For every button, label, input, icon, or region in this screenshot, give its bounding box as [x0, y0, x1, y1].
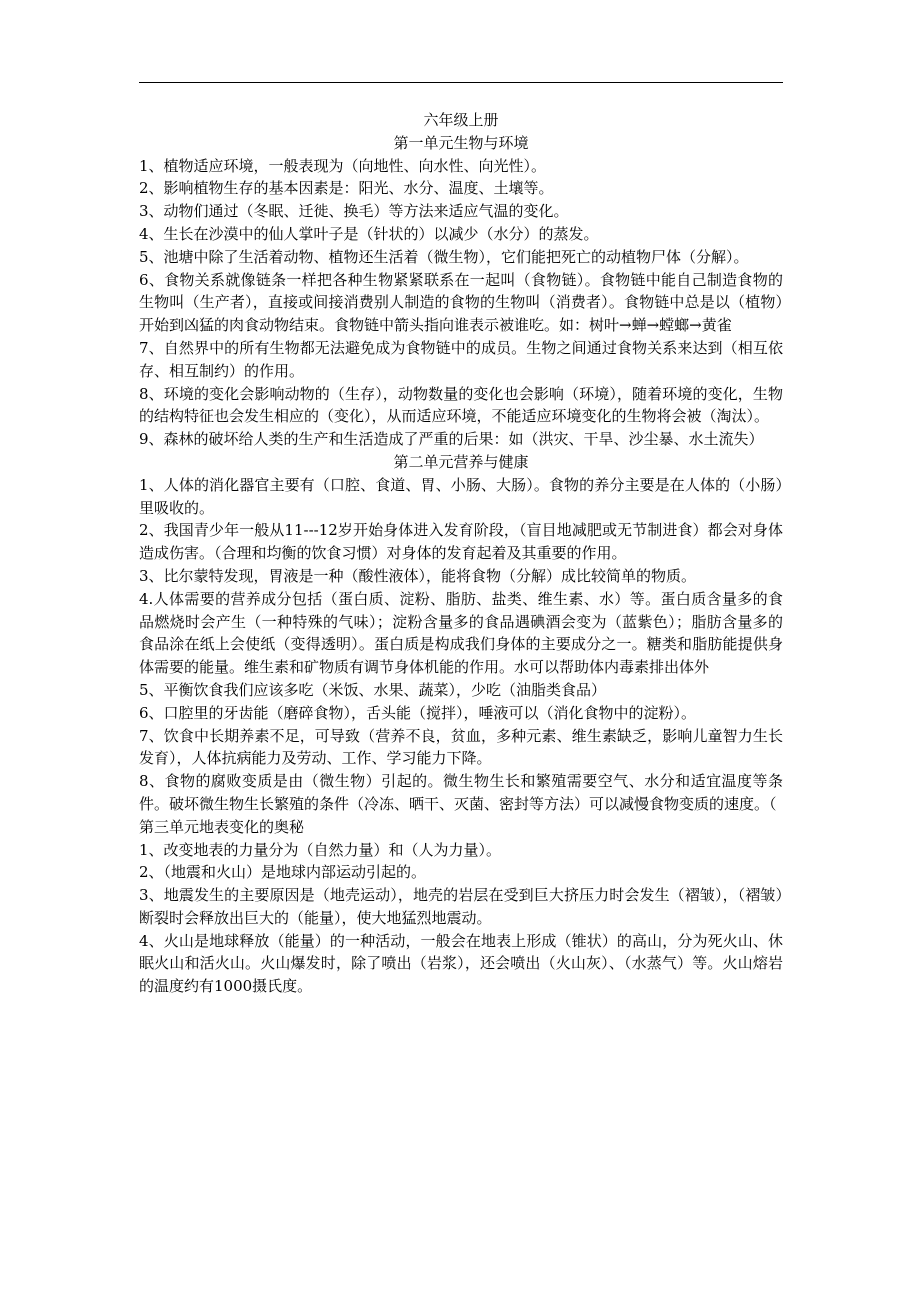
- unit-1-item-1: 1、植物适应环境，一般表现为（向地性、向水性、向光性）。: [139, 156, 547, 175]
- unit-1-item-2: 2、影响植物生存的基本因素是：阳光、水分、温度、土壤等。: [139, 179, 554, 198]
- document-page: [139, 82, 783, 998]
- unit-1-item-9: 9、森林的破坏给人类的生产和生活造成了严重的后果：如（洪灾、干旱、沙尘暴、水土流失）: [139, 430, 764, 449]
- unit-1-item-7: 7、自然界中的所有生物都无法避免成为食物链中的成员。生物之间通过食物关系来达到（相互依存、相互制约）的作用。: [139, 338, 783, 380]
- unit-2-item-3: 3、比尔蒙特发现，胃液是一种（酸性液体），能将食物（分解）成比较简单的物质。: [139, 566, 697, 585]
- header-rule: [139, 82, 783, 83]
- unit-1-item-8: 8、环境的变化会影响动物的（生存），动物数量的变化也会影响（环境），随着环境的变化，生物的结构特征也会发生相应的（变化），从而适应环境，不能适应环境变化的生物将会被（淘汰）。: [139, 384, 783, 426]
- unit-2-heading: 第二单元营养与健康: [393, 452, 529, 471]
- unit-3-item-4: 4、火山是地球释放（能量）的一种活动，一般会在地表上形成（锥状）的高山，分为死火山、休眠火山和活火山。火山爆发时，除了喷出（岩浆），还会喷出（火山灰）、（水蒸气）等。火山熔岩的温度约有1000摄氏度。: [139, 931, 783, 996]
- unit-3-item-2: 2、（地震和火山）是地球内部运动引起的。: [139, 863, 427, 882]
- unit-1-item-3: 3、动物们通过（冬眠、迁徙、换毛）等方法来适应气温的变化。: [139, 202, 569, 221]
- unit-2-item-8: 8、食物的腐败变质是由（微生物）引起的。微生物生长和繁殖需要空气、水分和适宜温度等条件。破坏微生物生长繁殖的条件（冷冻、晒干、灭菌、密封等方法）可以减慢食物变质的速度。（: [139, 772, 783, 813]
- document-title: 六年级上册: [423, 111, 499, 129]
- unit-2-item-1: 1、人体的消化器官主要有（口腔、食道、胃、小肠、大肠）。食物的养分主要是在人体的（小肠）里吸收的。: [139, 475, 783, 517]
- unit-2-item-4: 4.人体需要的营养成分包括（蛋白质、淀粉、脂肪、盐类、维生素、水）等。蛋白质含量多的食品燃烧时会产生（一种特殊的气味）；淀粉含量多的食品遇碘酒会变为（蓝紫色）；脂肪含量多的食品涂在纸上会使纸（变得透明）。蛋白质是构成我们身体的主要成分之一。糖类和脂肪能提供身体需要的能量。维生素和矿物质有调节身体机能的作用。水可以帮助体内毒素排出体外: [139, 589, 783, 677]
- unit-1-item-6: 6、食物关系就像链条一样把各种生物紧紧联系在一起叫（食物链）。食物链中能自己制造食物的生物叫（生产者），直接或间接消费别人制造的食物的生物叫（消费者）。食物链中总是以（植物）开始到凶猛的肉食动物结束。食物链中箭头指向谁表示被谁吃。如：树叶→蝉→螳螂→黄雀: [139, 270, 783, 335]
- unit-2-item-7: 7、饮食中长期养素不足，可导致（营养不良，贫血，多种元素、维生素缺乏，影响儿童智力生长发育），人体抗病能力及劳动、工作、学习能力下降。: [139, 726, 783, 768]
- unit-2-item-2: 2、我国青少年一般从11---12岁开始身体进入发育阶段，（盲目地减肥或无节制进食）都会对身体造成伤害。（合理和均衡的饮食习惯）对身体的发育起着及其重要的作用。: [139, 521, 783, 563]
- unit-2-item-5: 5、平衡饮食我们应该多吃（米饭、水果、蔬菜），少吃（油脂类食品）: [139, 680, 607, 699]
- unit-1-item-4: 4、生长在沙漠中的仙人掌叶子是（针状的）以减少（水分）的蒸发。: [139, 224, 599, 243]
- unit-3-heading: 第三单元地表变化的奥秘: [139, 817, 305, 836]
- unit-1-heading: 第一单元生物与环境: [393, 133, 529, 152]
- unit-3-item-1: 1、改变地表的力量分为（自然力量）和（人为力量）。: [139, 840, 502, 859]
- unit-3-item-3: 3、地震发生的主要原因是（地壳运动），地壳的岩层在受到巨大挤压力时会发生（褶皱），（褶皱）断裂时会释放出巨大的（能量），使大地猛烈地震动。: [139, 886, 783, 927]
- unit-1-item-5: 5、池塘中除了生活着动物、植物还生活着（微生物），它们能把死亡的动植物尸体（分解）。: [139, 247, 749, 266]
- unit-2-item-6: 6、口腔里的牙齿能（磨碎食物），舌头能（搅拌），唾液可以（消化食物中的淀粉）。: [139, 703, 697, 722]
